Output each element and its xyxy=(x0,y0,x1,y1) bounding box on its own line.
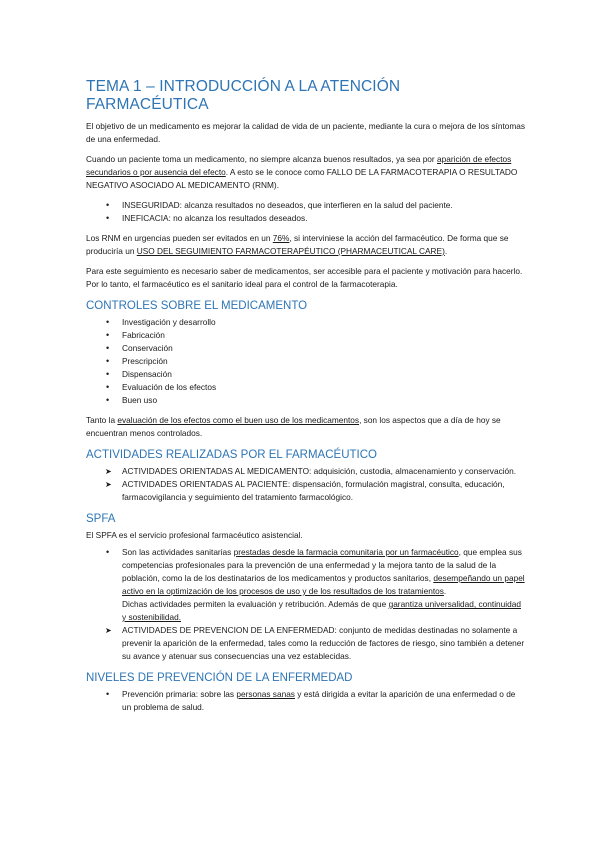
text-run: , que emplea sus competencias profesionales para la prevención de una enfermedad y la mejora tanto de la salud de la población, como la de los destinatarios de los medicamentos y productos sanitarios, xyxy=(122,547,522,583)
underlined-text: evaluación de los efectos como el buen uso de los medicamentos xyxy=(117,415,360,425)
section-heading-spfa: SPFA xyxy=(86,513,116,525)
document-page xyxy=(86,78,526,721)
spfa-paragraph: El SPFA es el servicio profesional farmacéutico asistencial. xyxy=(86,530,303,540)
list-item: • Evaluación de los efectos xyxy=(86,381,526,394)
text-run: Dichas actividades permiten la evaluación y retribución. Además de que xyxy=(122,599,389,609)
list-item: • Conservación xyxy=(86,342,526,355)
text-run: Prevención primaria: sobre las xyxy=(122,689,237,699)
page-title: TEMA 1 – INTRODUCCIÓN A LA ATENCIÓN FARMACÉUTICA xyxy=(86,78,401,113)
list-item: • Fabricación xyxy=(86,329,526,342)
text-run: . A esto se le conoce como FALLO DE LA FARMACOTERAPIA O RESULTADO NEGATIVO ASOCIADO AL MEDICAMENTO (RNM). xyxy=(86,167,518,190)
text-run: Los RNM en urgencias pueden ser evitados en un xyxy=(86,233,273,243)
spfa-list xyxy=(86,546,526,663)
list-item: • INEFICACIA: no alcanza los resultados deseados. xyxy=(86,212,526,225)
list-item xyxy=(86,546,526,624)
list-item: • INSEGURIDAD: alcanza resultados no deseados, que interfieren en la salud del paciente. xyxy=(86,199,526,212)
list-item: • Prescripción xyxy=(86,355,526,368)
section-heading-controles: CONTROLES SOBRE EL MEDICAMENTO xyxy=(86,300,308,312)
list-item: • Dispensación xyxy=(86,368,526,381)
list-item xyxy=(86,688,526,714)
text-run: , si interviniese la acción del farmacéutico. De forma que se produciría un xyxy=(86,233,509,256)
section-heading-actividades: ACTIVIDADES REALIZADAS POR EL FARMACÉUTICO xyxy=(86,449,377,461)
evaluacion-paragraph xyxy=(86,414,526,440)
section-heading-niveles: NIVELES DE PREVENCIÓN DE LA ENFERMEDAD xyxy=(86,672,353,684)
rnm-list xyxy=(86,199,526,225)
rnm-paragraph xyxy=(86,153,526,192)
underlined-text: garantiza universalidad, continuidad y sostenibilidad. xyxy=(122,599,521,622)
list-item: ➤ ACTIVIDADES DE PREVENCION DE LA ENFERMEDAD: conjunto de medidas destinadas no solamente a prevenir la aparición de la enfermedad, tales como la reducción de factores de riesgo, sino también a detener su avance y atenuar sus consecuencias una vez establecidas. xyxy=(86,624,526,663)
underlined-text: prestadas desde la farmacia comunitaria por un farmacéutico xyxy=(233,547,459,557)
underlined-text: desempeñando un papel activo en la optimización de los procesos de uso y de los resultados de los tratamientos xyxy=(122,573,525,596)
text-run: Cuando un paciente toma un medicamento, no siempre alcanza buenos resultados, ya sea por xyxy=(86,154,437,164)
intro-paragraph: El objetivo de un medicamento es mejorar la calidad de vida de un paciente, mediante la cura o mejora de los síntomas de una enfermedad. xyxy=(86,121,526,144)
urgencias-paragraph xyxy=(86,232,526,258)
controles-list xyxy=(86,316,526,407)
text-run: . xyxy=(444,246,448,256)
text-run: . xyxy=(443,586,447,596)
underlined-text: aparición de efectos secundarios o por ausencia del efecto xyxy=(86,154,512,177)
list-item: ➤ ACTIVIDADES ORIENTADAS AL PACIENTE: dispensación, formulación magistral, consulta, educación, farmacovigilancia y seguimiento del tratamiento farmacológico. xyxy=(86,478,526,504)
underlined-text: USO DEL SEGUIMIENTO FARMACOTERAPÉUTICO (PHARMACEUTICAL CARE) xyxy=(136,246,445,256)
actividades-list xyxy=(86,465,526,504)
text-run: Son las actividades sanitarias xyxy=(122,547,234,557)
list-item: ➤ ACTIVIDADES ORIENTADAS AL MEDICAMENTO: adquisición, custodia, almacenamiento y conservación. xyxy=(86,465,526,478)
niveles-list xyxy=(86,688,526,714)
text-run: , son los aspectos que a día de hoy se encuentran menos controlados. xyxy=(86,415,501,438)
seguimiento-paragraph: Para este seguimiento es necesario saber de medicamentos, ser accesible para el paciente y motivación para hacerlo. Por lo tanto, el farmacéutico es el sanitario ideal para el control de la farmacoterapia. xyxy=(86,266,523,289)
underlined-text: 76% xyxy=(272,233,290,243)
text-run: y está dirigida a evitar la aparición de una enfermedad o de un problema de salud. xyxy=(122,689,516,712)
underlined-text: personas sanas xyxy=(236,689,295,699)
list-item: • Buen uso xyxy=(86,394,526,407)
text-run: Tanto la xyxy=(86,415,118,425)
list-item: • Investigación y desarrollo xyxy=(86,316,526,329)
